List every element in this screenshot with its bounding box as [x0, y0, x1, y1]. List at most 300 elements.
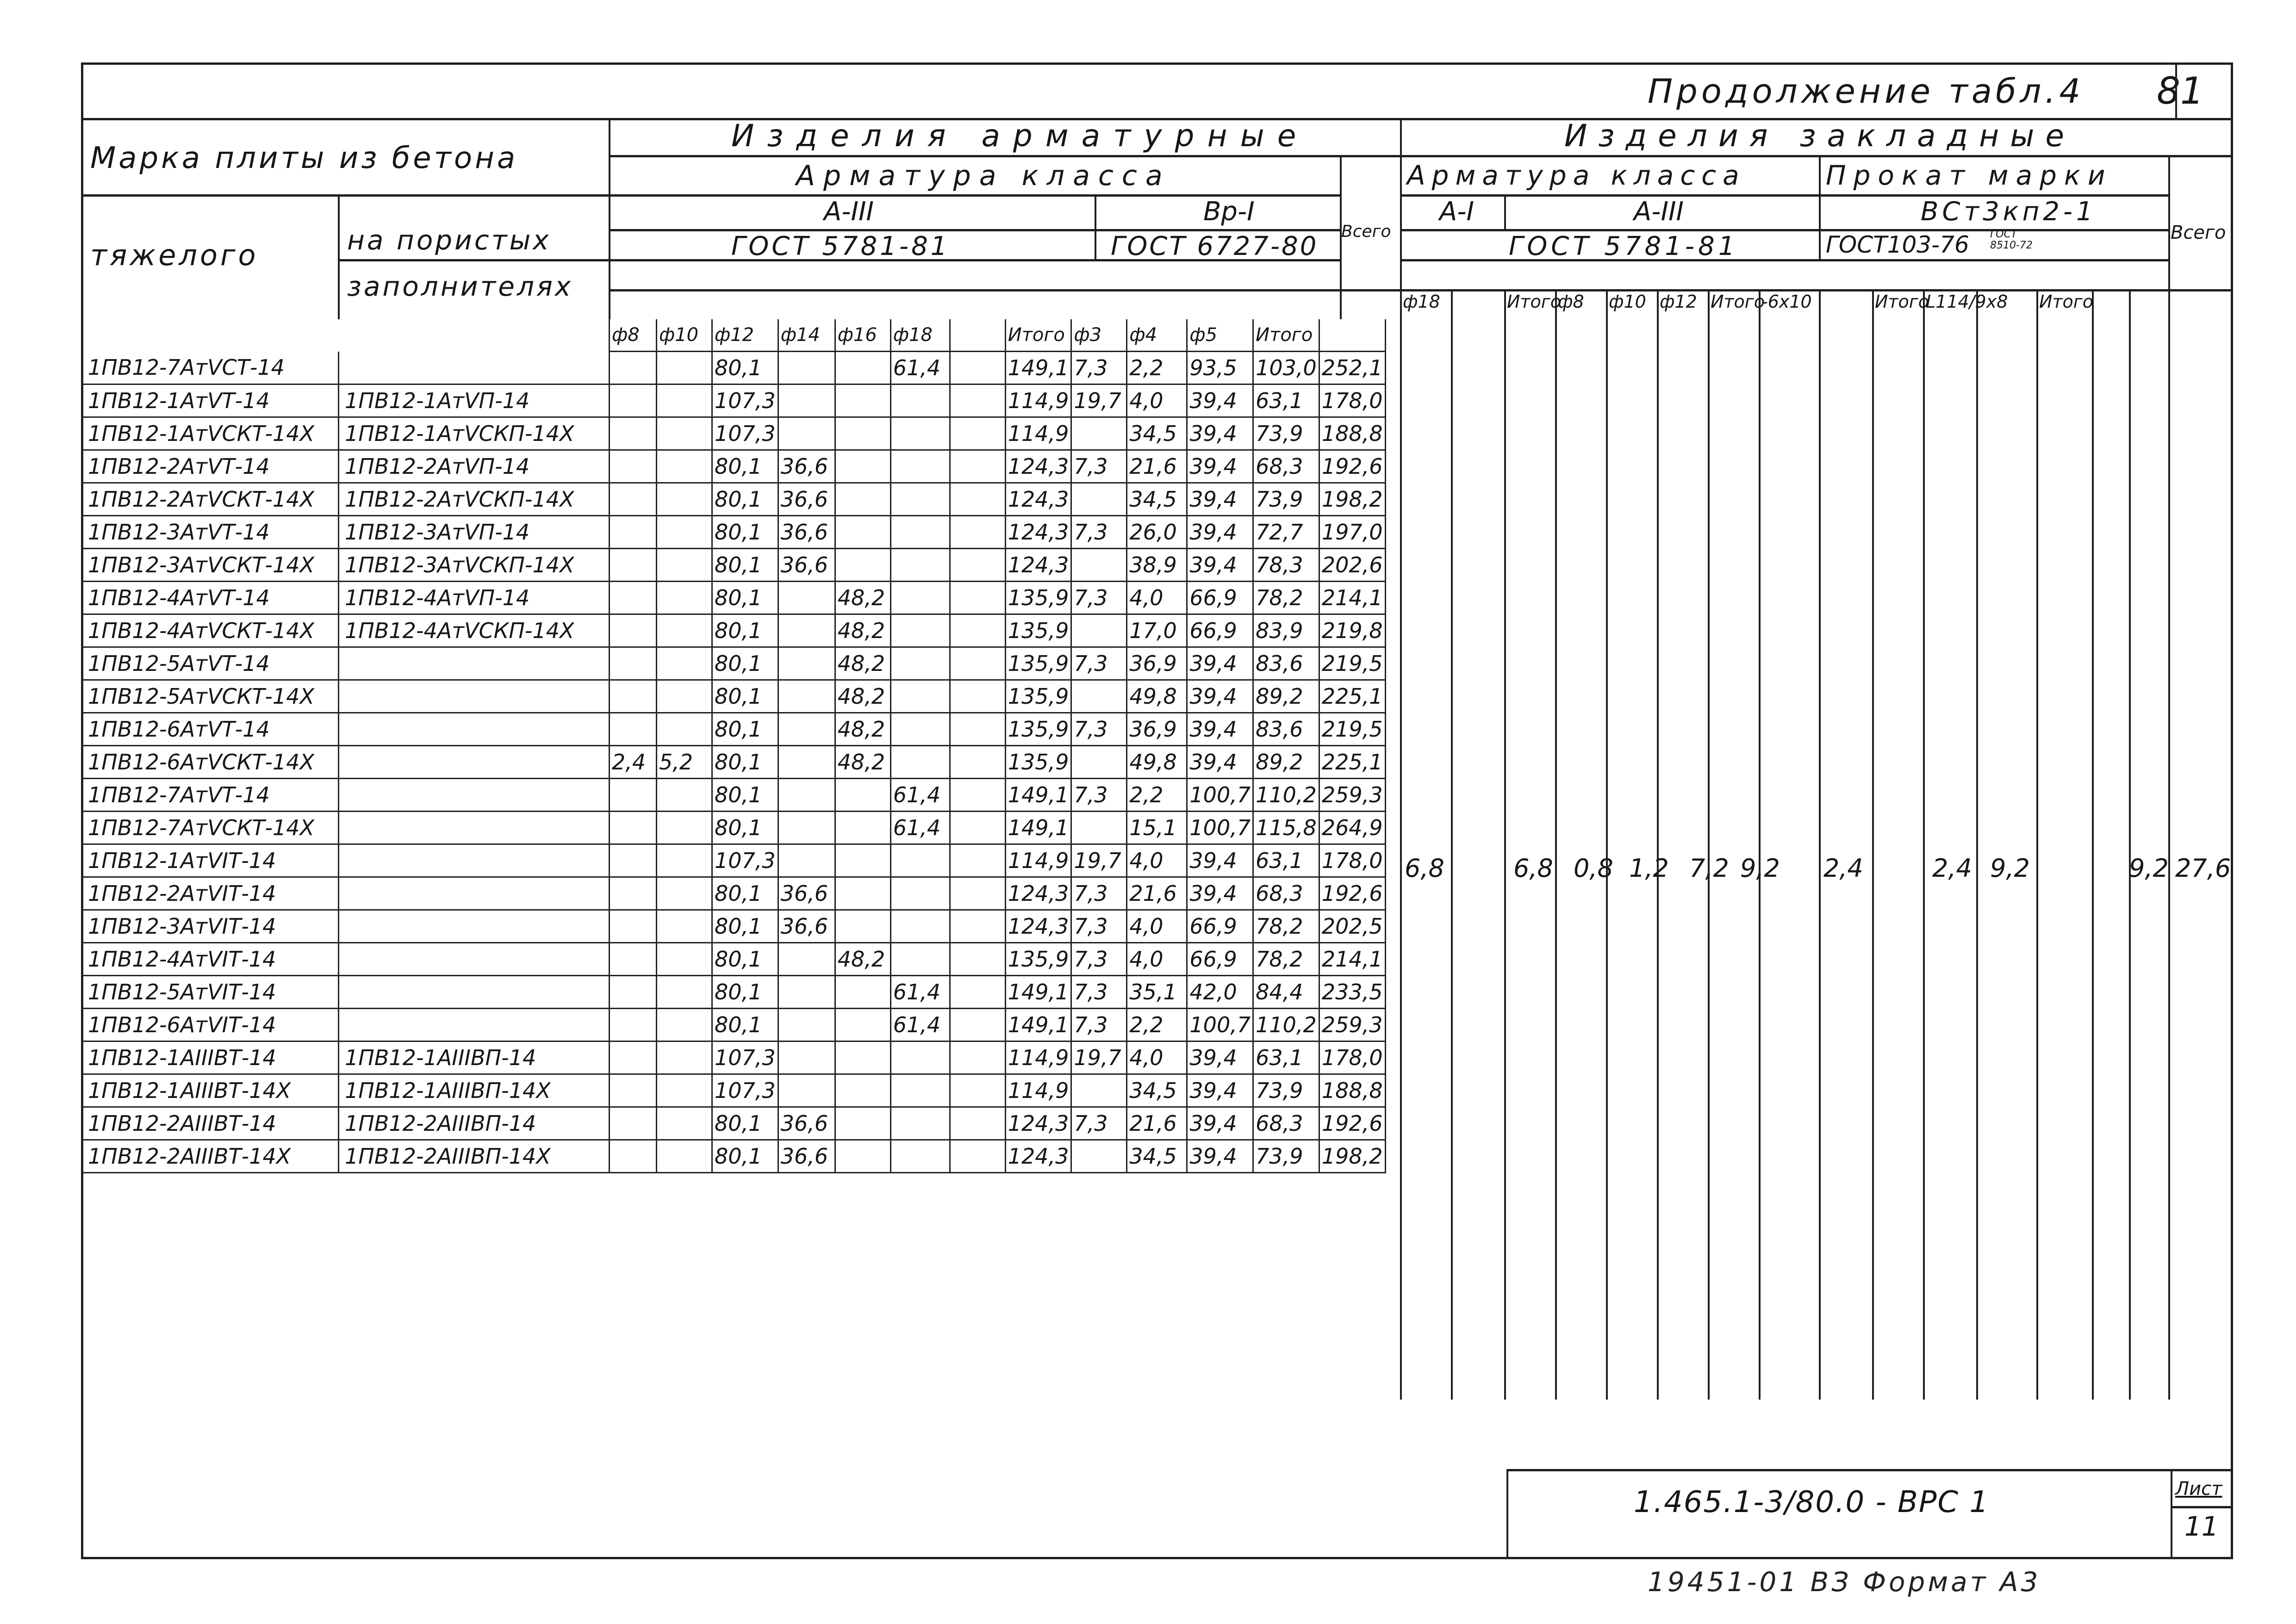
value-cell — [610, 483, 657, 516]
value-cell: 39,4 — [1187, 1140, 1253, 1173]
value-cell: 72,7 — [1253, 516, 1319, 549]
heavy-mark-cell: 1ПВ12-2АтVIТ-14 — [82, 877, 339, 910]
value-cell: 80,1 — [712, 680, 778, 713]
value-cell: 17,0 — [1127, 614, 1187, 647]
value-cell — [657, 450, 712, 483]
heavy-mark-cell: 1ПВ12-4АтVТ-14 — [82, 582, 339, 614]
value-cell: 39,4 — [1187, 1074, 1253, 1107]
value-cell: 214,1 — [1319, 582, 1385, 614]
value-cell: 2,2 — [1127, 779, 1187, 812]
value-cell — [950, 713, 1005, 746]
value-cell: 178,0 — [1319, 384, 1385, 417]
value-cell: 4,0 — [1127, 844, 1187, 877]
embedded-total-value: 9,2 — [1740, 854, 1780, 883]
value-cell — [835, 976, 890, 1009]
value-cell: 80,1 — [712, 1009, 778, 1041]
value-cell — [890, 943, 950, 976]
table-row — [82, 746, 1386, 779]
sheet-label: Лист — [2175, 1478, 2222, 1500]
value-cell — [1071, 614, 1127, 647]
value-cell: 233,5 — [1319, 976, 1385, 1009]
rolled-grade-header: Прокат марки — [1826, 160, 2113, 191]
value-cell: 259,3 — [1319, 1009, 1385, 1041]
embedded-subheader: ф18 — [1403, 291, 1440, 312]
value-cell: 4,0 — [1127, 582, 1187, 614]
value-cell: 61,4 — [890, 812, 950, 844]
porous-mark-cell — [339, 746, 610, 779]
embedded-column-line — [1923, 289, 1925, 1400]
value-cell: 124,3 — [1005, 877, 1071, 910]
embedded-subheader: ф8 — [1558, 291, 1584, 312]
embed-products-header: Изделия закладные — [1564, 118, 2075, 154]
value-cell: 4,0 — [1127, 384, 1187, 417]
embed-reinf-class-header: Арматура класса — [1407, 160, 1746, 191]
embedded-subheader: Итого — [1507, 291, 1562, 312]
value-cell: 252,1 — [1319, 352, 1385, 384]
embedded-total-value: 9,2 — [2129, 854, 2169, 883]
value-cell: 192,6 — [1319, 450, 1385, 483]
table-row — [82, 614, 1386, 647]
value-cell — [890, 713, 950, 746]
table-row — [82, 516, 1386, 549]
table-row — [82, 713, 1386, 746]
total2-header: Всего — [2171, 222, 2226, 243]
value-cell — [610, 976, 657, 1009]
header-line — [338, 259, 609, 261]
page-number-divider — [2175, 62, 2177, 118]
class-vr1-header: Вр-I — [1203, 197, 1255, 227]
value-cell: 66,9 — [1187, 582, 1253, 614]
embedded-total-value: 6,8 — [1513, 854, 1553, 883]
value-cell — [610, 582, 657, 614]
value-cell — [778, 844, 835, 877]
value-cell — [950, 1009, 1005, 1041]
value-cell: 39,4 — [1187, 1041, 1253, 1074]
value-cell — [950, 352, 1005, 384]
value-cell: 61,4 — [890, 779, 950, 812]
value-cell: 188,8 — [1319, 1074, 1385, 1107]
embedded-column-line — [1504, 289, 1506, 1400]
value-cell: 36,9 — [1127, 647, 1187, 680]
embedded-column-line — [2036, 289, 2038, 1400]
value-cell: 39,4 — [1187, 877, 1253, 910]
value-cell — [950, 680, 1005, 713]
value-cell — [610, 1074, 657, 1107]
value-cell — [657, 812, 712, 844]
embedded-subheader: ф10 — [1609, 291, 1646, 312]
gost6727-header: ГОСТ 6727-80 — [1111, 231, 1319, 261]
value-cell — [950, 844, 1005, 877]
value-cell — [835, 384, 890, 417]
value-cell — [950, 779, 1005, 812]
value-cell: 7,3 — [1071, 352, 1127, 384]
value-cell — [657, 1041, 712, 1074]
value-cell — [657, 549, 712, 582]
value-cell: 36,6 — [778, 516, 835, 549]
value-cell — [835, 1009, 890, 1041]
value-cell — [1071, 812, 1127, 844]
heavy-mark-cell: 1ПВ12-1АтVТ-14 — [82, 384, 339, 417]
porous-mark-cell: 1ПВ12-3АтVСКП-14Х — [339, 549, 610, 582]
value-cell — [657, 1140, 712, 1173]
value-cell — [1071, 746, 1127, 779]
value-cell: 89,2 — [1253, 746, 1319, 779]
value-cell: 214,1 — [1319, 943, 1385, 976]
heavy-header: тяжелого — [90, 238, 259, 272]
value-cell — [610, 1009, 657, 1041]
stamp-list-divider — [2171, 1469, 2172, 1559]
embedded-column-line — [2129, 289, 2131, 1400]
porous-header-2: заполнителях — [347, 271, 573, 302]
value-cell — [950, 976, 1005, 1009]
value-cell — [657, 910, 712, 943]
heavy-mark-cell: 1ПВ12-7АтVТ-14 — [82, 779, 339, 812]
value-cell — [890, 516, 950, 549]
value-cell: 42,0 — [1187, 976, 1253, 1009]
value-cell: 202,6 — [1319, 549, 1385, 582]
table-row — [82, 680, 1386, 713]
table-row — [82, 877, 1386, 910]
value-cell: 149,1 — [1005, 976, 1071, 1009]
heavy-mark-cell: 1ПВ12-6АтVIТ-14 — [82, 1009, 339, 1041]
header-vline — [338, 194, 340, 319]
value-cell: 66,9 — [1187, 943, 1253, 976]
value-cell: 63,1 — [1253, 844, 1319, 877]
stamp-top-line — [1506, 1469, 2233, 1471]
porous-mark-cell — [339, 713, 610, 746]
embedded-column-line — [1657, 289, 1659, 1400]
value-cell: 63,1 — [1253, 384, 1319, 417]
value-cell — [778, 647, 835, 680]
value-cell: 114,9 — [1005, 844, 1071, 877]
embedded-column-line — [1872, 289, 1874, 1400]
value-cell — [835, 1041, 890, 1074]
value-cell — [950, 943, 1005, 976]
value-cell: 48,2 — [835, 943, 890, 976]
value-cell: 36,9 — [1127, 713, 1187, 746]
value-cell: 219,5 — [1319, 713, 1385, 746]
value-cell: 80,1 — [712, 976, 778, 1009]
value-cell — [778, 713, 835, 746]
value-cell: 103,0 — [1253, 352, 1319, 384]
table-row — [82, 582, 1386, 614]
embedded-total-value: 7,2 — [1689, 854, 1729, 883]
value-cell — [657, 680, 712, 713]
value-cell: 80,1 — [712, 1107, 778, 1140]
value-cell: 80,1 — [712, 746, 778, 779]
value-cell: 225,1 — [1319, 746, 1385, 779]
value-cell — [778, 1041, 835, 1074]
value-cell — [890, 614, 950, 647]
value-cell — [778, 582, 835, 614]
value-cell — [657, 844, 712, 877]
value-cell: 80,1 — [712, 450, 778, 483]
porous-mark-cell — [339, 844, 610, 877]
value-cell — [890, 582, 950, 614]
value-cell: 115,8 — [1253, 812, 1319, 844]
value-cell — [950, 582, 1005, 614]
data-table — [81, 319, 1386, 1173]
porous-mark-cell — [339, 680, 610, 713]
value-cell — [778, 384, 835, 417]
class-a3-header: А-III — [824, 197, 874, 227]
value-cell: 114,9 — [1005, 417, 1071, 450]
value-cell — [610, 1041, 657, 1074]
value-cell: 63,1 — [1253, 1041, 1319, 1074]
value-cell — [610, 1107, 657, 1140]
table-row — [82, 844, 1386, 877]
subheader-cell: ф12 — [712, 319, 778, 352]
porous-mark-cell: 1ПВ12-4АтVСКП-14Х — [339, 614, 610, 647]
porous-mark-cell — [339, 812, 610, 844]
table-row — [82, 483, 1386, 516]
value-cell: 21,6 — [1127, 1107, 1187, 1140]
value-cell: 80,1 — [712, 483, 778, 516]
value-cell: 197,0 — [1319, 516, 1385, 549]
heavy-mark-cell: 1ПВ12-7АтVСТ-14 — [82, 352, 339, 384]
value-cell — [890, 746, 950, 779]
value-cell — [835, 910, 890, 943]
value-cell: 7,3 — [1071, 910, 1127, 943]
value-cell: 36,6 — [778, 1140, 835, 1173]
value-cell — [835, 352, 890, 384]
value-cell: 84,4 — [1253, 976, 1319, 1009]
value-cell: 35,1 — [1127, 976, 1187, 1009]
value-cell: 39,4 — [1187, 647, 1253, 680]
stamp-left-line — [1506, 1469, 1508, 1559]
embedded-column-line — [1400, 289, 1402, 1400]
subheader-cell: ф14 — [778, 319, 835, 352]
value-cell: 114,9 — [1005, 1074, 1071, 1107]
value-cell — [657, 417, 712, 450]
value-cell: 34,5 — [1127, 1074, 1187, 1107]
heavy-mark-cell: 1ПВ12-2АIIIВТ-14Х — [82, 1140, 339, 1173]
page-number: 81 — [2157, 69, 2204, 112]
continuation-title: Продолжение табл.4 — [1648, 72, 2084, 111]
value-cell: 135,9 — [1005, 713, 1071, 746]
value-cell: 219,8 — [1319, 614, 1385, 647]
value-cell: 21,6 — [1127, 450, 1187, 483]
value-cell: 48,2 — [835, 582, 890, 614]
heavy-mark-cell: 1ПВ12-6АтVТ-14 — [82, 713, 339, 746]
subheader-cell — [950, 319, 1005, 352]
value-cell — [835, 1140, 890, 1173]
value-cell: 264,9 — [1319, 812, 1385, 844]
value-cell: 7,3 — [1071, 1107, 1127, 1140]
value-cell: 80,1 — [712, 943, 778, 976]
value-cell: 198,2 — [1319, 1140, 1385, 1173]
value-cell: 124,3 — [1005, 1107, 1071, 1140]
value-cell: 66,9 — [1187, 910, 1253, 943]
value-cell — [778, 746, 835, 779]
value-cell — [610, 943, 657, 976]
value-cell — [950, 417, 1005, 450]
heavy-mark-cell: 1ПВ12-5АтVСКТ-14Х — [82, 680, 339, 713]
heavy-mark-cell: 1ПВ12-4АтVIТ-14 — [82, 943, 339, 976]
value-cell — [890, 549, 950, 582]
porous-mark-cell: 1ПВ12-4АтVП-14 — [339, 582, 610, 614]
value-cell — [835, 1107, 890, 1140]
value-cell: 124,3 — [1005, 483, 1071, 516]
value-cell — [778, 1009, 835, 1041]
table-row — [82, 352, 1386, 384]
heavy-mark-cell: 1ПВ12-3АтVТ-14 — [82, 516, 339, 549]
value-cell — [610, 352, 657, 384]
table-row — [82, 910, 1386, 943]
table-row — [82, 812, 1386, 844]
value-cell: 80,1 — [712, 549, 778, 582]
header-line — [81, 194, 609, 197]
value-cell: 7,3 — [1071, 976, 1127, 1009]
value-cell: 202,5 — [1319, 910, 1385, 943]
value-cell: 39,4 — [1187, 1107, 1253, 1140]
porous-mark-cell: 1ПВ12-2АIIIВП-14 — [339, 1107, 610, 1140]
value-cell: 48,2 — [835, 647, 890, 680]
table-row — [82, 417, 1386, 450]
table-row — [82, 1074, 1386, 1107]
embedded-column-line — [1819, 289, 1821, 1400]
value-cell: 149,1 — [1005, 1009, 1071, 1041]
value-cell: 4,0 — [1127, 943, 1187, 976]
value-cell: 7,3 — [1071, 450, 1127, 483]
value-cell: 192,6 — [1319, 877, 1385, 910]
value-cell — [610, 713, 657, 746]
value-cell: 107,3 — [712, 384, 778, 417]
value-cell — [778, 614, 835, 647]
value-cell — [778, 352, 835, 384]
value-cell: 80,1 — [712, 1140, 778, 1173]
value-cell — [1071, 1140, 1127, 1173]
value-cell — [950, 1041, 1005, 1074]
gost8510-header: ГОСТ 8510-72 — [1990, 229, 2033, 251]
value-cell: 83,6 — [1253, 647, 1319, 680]
reinf-class-header: Арматура класса — [796, 160, 1171, 192]
value-cell — [1071, 680, 1127, 713]
value-cell: 149,1 — [1005, 812, 1071, 844]
value-cell: 259,3 — [1319, 779, 1385, 812]
value-cell: 7,3 — [1071, 582, 1127, 614]
value-cell: 61,4 — [890, 1009, 950, 1041]
value-cell — [890, 844, 950, 877]
value-cell — [950, 647, 1005, 680]
value-cell — [890, 647, 950, 680]
value-cell: 39,4 — [1187, 680, 1253, 713]
value-cell: 124,3 — [1005, 516, 1071, 549]
subheader-cell — [1319, 319, 1385, 352]
value-cell: 78,2 — [1253, 910, 1319, 943]
gost5781b-header: ГОСТ 5781-81 — [1509, 231, 1739, 261]
header-vline — [609, 118, 610, 319]
value-cell — [890, 1140, 950, 1173]
porous-mark-cell: 1ПВ12-1АIIIВП-14Х — [339, 1074, 610, 1107]
value-cell — [890, 483, 950, 516]
value-cell — [890, 877, 950, 910]
subheader-cell: ф16 — [835, 319, 890, 352]
value-cell — [778, 943, 835, 976]
heavy-mark-cell: 1ПВ12-1АIIIВТ-14Х — [82, 1074, 339, 1107]
embedded-subheader: L114/9x8 — [1926, 291, 2008, 312]
value-cell — [610, 384, 657, 417]
heavy-mark-cell: 1ПВ12-7АтVСКТ-14Х — [82, 812, 339, 844]
value-cell — [657, 779, 712, 812]
table-row — [82, 943, 1386, 976]
value-cell: 78,3 — [1253, 549, 1319, 582]
porous-mark-cell — [339, 910, 610, 943]
value-cell: 49,8 — [1127, 746, 1187, 779]
value-cell — [890, 384, 950, 417]
embedded-column-line — [2092, 289, 2094, 1400]
table-row — [82, 779, 1386, 812]
embedded-total-value: 27,6 — [2175, 854, 2231, 883]
embedded-subheader: Итого — [1711, 291, 1765, 312]
value-cell: 100,7 — [1187, 812, 1253, 844]
porous-mark-cell — [339, 1009, 610, 1041]
value-cell: 19,7 — [1071, 844, 1127, 877]
sheet-number: 11 — [2184, 1511, 2219, 1542]
value-cell — [950, 549, 1005, 582]
value-cell: 7,3 — [1071, 943, 1127, 976]
value-cell: 149,1 — [1005, 352, 1071, 384]
value-cell — [835, 812, 890, 844]
porous-mark-cell: 1ПВ12-2АтVП-14 — [339, 450, 610, 483]
value-cell — [835, 1074, 890, 1107]
value-cell: 73,9 — [1253, 1140, 1319, 1173]
value-cell: 80,1 — [712, 582, 778, 614]
value-cell: 15,1 — [1127, 812, 1187, 844]
embedded-subheader: -6x10 — [1761, 291, 1812, 312]
value-cell: 100,7 — [1187, 1009, 1253, 1041]
gost103-header: ГОСТ103-76 — [1826, 231, 1969, 258]
header-vline — [1095, 194, 1096, 259]
table-row — [82, 549, 1386, 582]
value-cell: 80,1 — [712, 812, 778, 844]
value-cell: 7,3 — [1071, 877, 1127, 910]
value-cell — [835, 779, 890, 812]
value-cell — [1071, 417, 1127, 450]
value-cell: 124,3 — [1005, 450, 1071, 483]
value-cell — [835, 417, 890, 450]
value-cell — [778, 417, 835, 450]
reinf-products-header: Изделия арматурные — [731, 118, 1309, 154]
grade-vst-header: ВСт3кп2-1 — [1921, 197, 2097, 227]
value-cell — [1071, 549, 1127, 582]
embedded-total-value: 1,2 — [1629, 854, 1669, 883]
value-cell — [835, 450, 890, 483]
value-cell: 61,4 — [890, 352, 950, 384]
value-cell: 2,2 — [1127, 352, 1187, 384]
value-cell: 19,7 — [1071, 384, 1127, 417]
value-cell: 219,5 — [1319, 647, 1385, 680]
value-cell: 135,9 — [1005, 746, 1071, 779]
value-cell — [610, 844, 657, 877]
value-cell: 61,4 — [890, 976, 950, 1009]
value-cell — [950, 1107, 1005, 1140]
value-cell: 39,4 — [1187, 417, 1253, 450]
value-cell: 7,3 — [1071, 1009, 1127, 1041]
value-cell: 19,7 — [1071, 1041, 1127, 1074]
value-cell: 36,6 — [778, 1107, 835, 1140]
gost5781-header: ГОСТ 5781-81 — [731, 231, 950, 261]
value-cell: 4,0 — [1127, 1041, 1187, 1074]
value-cell: 34,5 — [1127, 483, 1187, 516]
value-cell: 83,9 — [1253, 614, 1319, 647]
value-cell: 48,2 — [835, 614, 890, 647]
class-a1-header: А-I — [1439, 197, 1475, 227]
porous-header-1: на пористых — [347, 224, 551, 256]
value-cell — [657, 943, 712, 976]
porous-mark-cell — [339, 976, 610, 1009]
value-cell: 48,2 — [835, 746, 890, 779]
